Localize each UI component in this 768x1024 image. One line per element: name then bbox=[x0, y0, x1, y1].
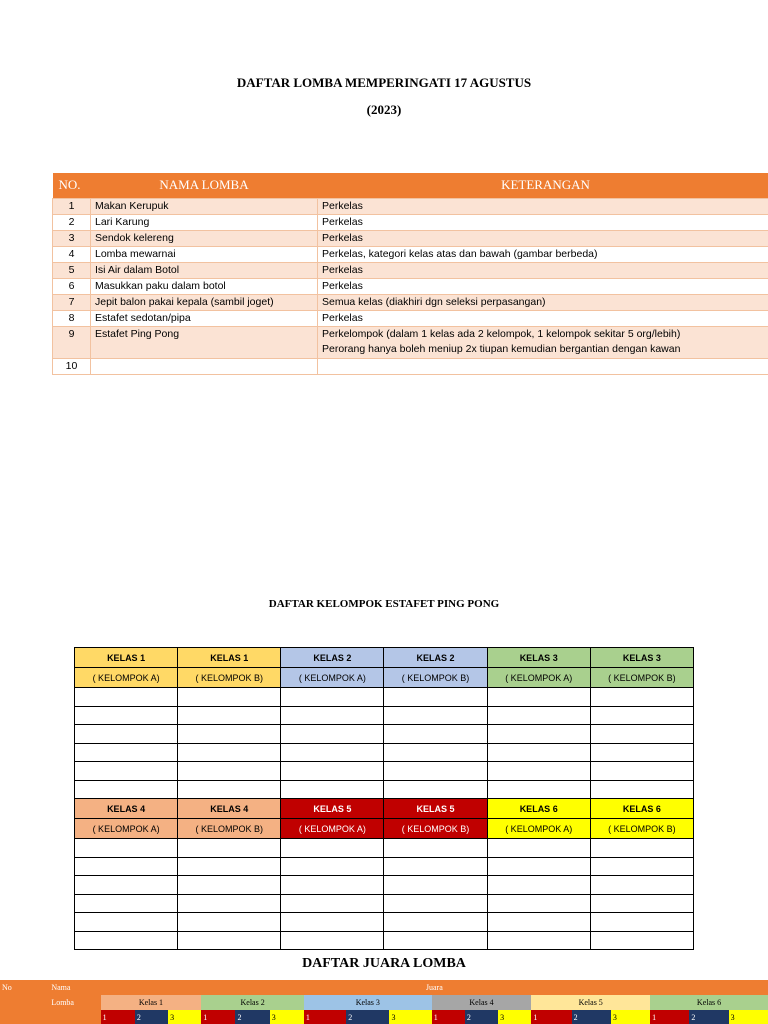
row-keterangan: Semua kelas (diakhiri dgn seleksi perpasangan) bbox=[318, 294, 768, 310]
group-kelas: KELAS 6 bbox=[487, 799, 590, 819]
group-kelas: KELAS 6 bbox=[590, 799, 693, 819]
rank-3: 3 bbox=[611, 1010, 650, 1024]
grid-cell bbox=[384, 931, 487, 950]
row-nama bbox=[91, 358, 318, 374]
juara-no-cell bbox=[0, 1010, 49, 1024]
row-no: 7 bbox=[53, 294, 91, 310]
row-nama: Lari Karung bbox=[91, 214, 318, 230]
juara-kelas-4: Kelas 4 bbox=[432, 995, 532, 1010]
grid-cell bbox=[384, 857, 487, 876]
row-keterangan-line2: Perorang hanya boleh meniup 2x tiupan kemudian bergantian dengan kawan bbox=[322, 342, 681, 355]
grid-cell bbox=[281, 762, 384, 781]
grid-cell bbox=[178, 743, 281, 762]
grid-cell bbox=[590, 857, 693, 876]
grid-cell bbox=[487, 894, 590, 913]
grid-cell bbox=[384, 743, 487, 762]
grid-cell bbox=[384, 913, 487, 932]
table-row bbox=[53, 310, 768, 326]
grid-cell bbox=[590, 839, 693, 858]
row-nama: Makan Kerupuk bbox=[91, 198, 318, 214]
grid-cell bbox=[590, 762, 693, 781]
table-row bbox=[53, 294, 768, 310]
rank-2: 2 bbox=[689, 1010, 728, 1024]
grid-cell bbox=[590, 743, 693, 762]
grid-empty-row bbox=[75, 876, 694, 895]
grid-cell bbox=[487, 762, 590, 781]
lomba-table bbox=[52, 173, 768, 375]
grid-cell bbox=[590, 913, 693, 932]
juara-no-cell bbox=[0, 995, 49, 1010]
kelompok-grid-top bbox=[74, 647, 694, 950]
grid-cell bbox=[384, 688, 487, 707]
table-row bbox=[53, 262, 768, 278]
grid-cell bbox=[75, 839, 178, 858]
table-row bbox=[53, 214, 768, 230]
grid-cell bbox=[487, 857, 590, 876]
grid-cell bbox=[75, 725, 178, 744]
table-row bbox=[53, 326, 768, 358]
grid-header-row bbox=[75, 668, 694, 688]
grid-cell bbox=[75, 894, 178, 913]
grid-empty-row bbox=[75, 780, 694, 799]
header-keterangan: KETERANGAN bbox=[318, 173, 768, 198]
grid-cell bbox=[590, 688, 693, 707]
juara-no-header: No bbox=[0, 980, 49, 995]
table-row bbox=[53, 278, 768, 294]
row-nama: Estafet sedotan/pipa bbox=[91, 310, 318, 326]
rank-3: 3 bbox=[498, 1010, 531, 1024]
group-kelas: KELAS 3 bbox=[590, 648, 693, 668]
rank-3: 3 bbox=[270, 1010, 304, 1024]
lomba-table-header bbox=[53, 173, 768, 198]
grid-cell bbox=[384, 706, 487, 725]
grid-cell bbox=[590, 876, 693, 895]
juara-rank-row bbox=[0, 1010, 768, 1024]
grid-cell bbox=[178, 857, 281, 876]
row-no: 6 bbox=[53, 278, 91, 294]
rank-3: 3 bbox=[729, 1010, 768, 1024]
row-keterangan: Perkelas bbox=[318, 198, 768, 214]
row-keterangan bbox=[318, 358, 768, 374]
juara-kelas-6: Kelas 6 bbox=[650, 995, 768, 1010]
grid-cell bbox=[487, 780, 590, 799]
juara-lomba-header: Lomba bbox=[49, 995, 100, 1010]
document-year: (2023) bbox=[366, 102, 402, 117]
juara-lomba-cell bbox=[49, 1010, 100, 1024]
grid-cell bbox=[590, 780, 693, 799]
grid-empty-row bbox=[75, 931, 694, 950]
grid-cell bbox=[75, 780, 178, 799]
table-row bbox=[53, 198, 768, 214]
grid-cell bbox=[487, 743, 590, 762]
row-no: 1 bbox=[53, 198, 91, 214]
grid-cell bbox=[75, 931, 178, 950]
rank-1: 1 bbox=[101, 1010, 135, 1024]
grid-cell bbox=[178, 876, 281, 895]
group-kelompok: ( KELOMPOK A) bbox=[75, 668, 178, 688]
rank-2: 2 bbox=[346, 1010, 389, 1024]
grid-cell bbox=[281, 857, 384, 876]
grid-cell bbox=[487, 913, 590, 932]
document-title: DAFTAR LOMBA MEMPERINGATI 17 AGUSTUS bbox=[236, 75, 532, 90]
row-keterangan: Perkelas bbox=[318, 230, 768, 246]
row-nama: Estafet Ping Pong bbox=[91, 326, 318, 358]
row-keterangan: Perkelas, kategori kelas atas dan bawah (gambar berbeda) bbox=[318, 246, 768, 262]
grid-cell bbox=[384, 762, 487, 781]
grid-header-row bbox=[75, 799, 694, 819]
grid-cell bbox=[487, 706, 590, 725]
row-no: 9 bbox=[53, 326, 91, 358]
juara-header: Juara bbox=[101, 980, 768, 995]
row-keterangan-line1: Perkelompok (dalam 1 kelas ada 2 kelompok, 1 kelompok sekitar 5 org/lebih) bbox=[322, 327, 681, 340]
row-keterangan bbox=[318, 326, 768, 358]
kelompok-title: DAFTAR KELOMPOK ESTAFET PING PONG bbox=[268, 598, 500, 610]
grid-cell bbox=[178, 688, 281, 707]
group-kelompok: ( KELOMPOK B) bbox=[178, 819, 281, 839]
group-kelompok: ( KELOMPOK B) bbox=[384, 668, 487, 688]
row-nama: Isi Air dalam Botol bbox=[91, 262, 318, 278]
grid-cell bbox=[281, 894, 384, 913]
grid-cell bbox=[281, 913, 384, 932]
grid-cell bbox=[281, 780, 384, 799]
grid-cell bbox=[487, 688, 590, 707]
grid-cell bbox=[384, 894, 487, 913]
group-kelompok: ( KELOMPOK A) bbox=[75, 819, 178, 839]
grid-cell bbox=[590, 894, 693, 913]
grid-empty-row bbox=[75, 913, 694, 932]
rank-2: 2 bbox=[465, 1010, 498, 1024]
grid-cell bbox=[178, 762, 281, 781]
juara-nama-header: Nama bbox=[49, 980, 100, 995]
row-no: 5 bbox=[53, 262, 91, 278]
row-nama: Jepit balon pakai kepala (sambil joget) bbox=[91, 294, 318, 310]
row-no: 2 bbox=[53, 214, 91, 230]
rank-1: 1 bbox=[304, 1010, 346, 1024]
grid-cell bbox=[487, 839, 590, 858]
row-no: 10 bbox=[53, 358, 91, 374]
grid-header-row bbox=[75, 648, 694, 668]
header-no: NO. bbox=[53, 173, 91, 198]
grid-cell bbox=[384, 725, 487, 744]
group-kelas: KELAS 4 bbox=[75, 799, 178, 819]
grid-empty-row bbox=[75, 762, 694, 781]
table-row bbox=[53, 246, 768, 262]
group-kelas: KELAS 1 bbox=[178, 648, 281, 668]
group-kelas: KELAS 2 bbox=[281, 648, 384, 668]
grid-cell bbox=[281, 839, 384, 858]
group-kelompok: ( KELOMPOK B) bbox=[590, 668, 693, 688]
group-kelas: KELAS 5 bbox=[384, 799, 487, 819]
grid-cell bbox=[75, 706, 178, 725]
group-kelompok: ( KELOMPOK A) bbox=[487, 668, 590, 688]
juara-kelas-2: Kelas 2 bbox=[201, 995, 304, 1010]
rank-1: 1 bbox=[201, 1010, 235, 1024]
row-keterangan: Perkelas bbox=[318, 310, 768, 326]
header-nama-lomba: NAMA LOMBA bbox=[91, 173, 318, 198]
rank-2: 2 bbox=[135, 1010, 168, 1024]
grid-cell bbox=[384, 839, 487, 858]
grid-cell bbox=[178, 839, 281, 858]
group-kelas: KELAS 4 bbox=[178, 799, 281, 819]
grid-cell bbox=[384, 876, 487, 895]
grid-cell bbox=[75, 857, 178, 876]
rank-2: 2 bbox=[235, 1010, 269, 1024]
row-keterangan: Perkelas bbox=[318, 278, 768, 294]
grid-cell bbox=[178, 725, 281, 744]
grid-empty-row bbox=[75, 688, 694, 707]
group-kelompok: ( KELOMPOK A) bbox=[281, 819, 384, 839]
table-row bbox=[53, 358, 768, 374]
group-kelas: KELAS 3 bbox=[487, 648, 590, 668]
group-kelas: KELAS 1 bbox=[75, 648, 178, 668]
grid-cell bbox=[590, 725, 693, 744]
grid-cell bbox=[178, 706, 281, 725]
grid-cell bbox=[281, 706, 384, 725]
grid-empty-row bbox=[75, 839, 694, 858]
juara-kelas-5: Kelas 5 bbox=[531, 995, 650, 1010]
grid-cell bbox=[75, 913, 178, 932]
grid-header-row bbox=[75, 819, 694, 839]
row-keterangan: Perkelas bbox=[318, 262, 768, 278]
grid-cell bbox=[75, 876, 178, 895]
row-no: 3 bbox=[53, 230, 91, 246]
juara-header-row bbox=[0, 980, 768, 995]
grid-cell bbox=[281, 743, 384, 762]
grid-empty-row bbox=[75, 706, 694, 725]
grid-cell bbox=[75, 688, 178, 707]
grid-cell bbox=[281, 876, 384, 895]
row-no: 4 bbox=[53, 246, 91, 262]
grid-empty-row bbox=[75, 894, 694, 913]
rank-1: 1 bbox=[432, 1010, 465, 1024]
grid-cell bbox=[178, 894, 281, 913]
grid-cell bbox=[178, 780, 281, 799]
group-kelompok: ( KELOMPOK A) bbox=[281, 668, 384, 688]
group-kelas: KELAS 5 bbox=[281, 799, 384, 819]
grid-cell bbox=[281, 725, 384, 744]
juara-kelas-1: Kelas 1 bbox=[101, 995, 202, 1010]
row-nama: Sendok kelereng bbox=[91, 230, 318, 246]
table-row bbox=[53, 230, 768, 246]
grid-cell bbox=[487, 931, 590, 950]
group-kelas: KELAS 2 bbox=[384, 648, 487, 668]
rank-1: 1 bbox=[650, 1010, 689, 1024]
grid-cell bbox=[281, 688, 384, 707]
grid-cell bbox=[281, 931, 384, 950]
grid-cell bbox=[178, 913, 281, 932]
juara-table bbox=[0, 980, 768, 1024]
grid-cell bbox=[178, 931, 281, 950]
rank-3: 3 bbox=[389, 1010, 431, 1024]
rank-2: 2 bbox=[572, 1010, 611, 1024]
juara-kelas-3: Kelas 3 bbox=[304, 995, 432, 1010]
group-kelompok: ( KELOMPOK B) bbox=[178, 668, 281, 688]
grid-cell bbox=[590, 931, 693, 950]
grid-cell bbox=[487, 876, 590, 895]
juara-title: DAFTAR JUARA LOMBA bbox=[302, 956, 466, 971]
grid-cell bbox=[384, 780, 487, 799]
group-kelompok: ( KELOMPOK B) bbox=[384, 819, 487, 839]
juara-kelas-row bbox=[0, 995, 768, 1010]
row-keterangan: Perkelas bbox=[318, 214, 768, 230]
grid-cell bbox=[75, 743, 178, 762]
row-no: 8 bbox=[53, 310, 91, 326]
grid-cell bbox=[75, 762, 178, 781]
row-nama: Lomba mewarnai bbox=[91, 246, 318, 262]
grid-cell bbox=[590, 706, 693, 725]
row-nama: Masukkan paku dalam botol bbox=[91, 278, 318, 294]
rank-1: 1 bbox=[531, 1010, 571, 1024]
grid-cell bbox=[487, 725, 590, 744]
grid-empty-row bbox=[75, 743, 694, 762]
rank-3: 3 bbox=[168, 1010, 201, 1024]
group-kelompok: ( KELOMPOK B) bbox=[590, 819, 693, 839]
group-kelompok: ( KELOMPOK A) bbox=[487, 819, 590, 839]
grid-empty-row bbox=[75, 725, 694, 744]
grid-empty-row bbox=[75, 857, 694, 876]
